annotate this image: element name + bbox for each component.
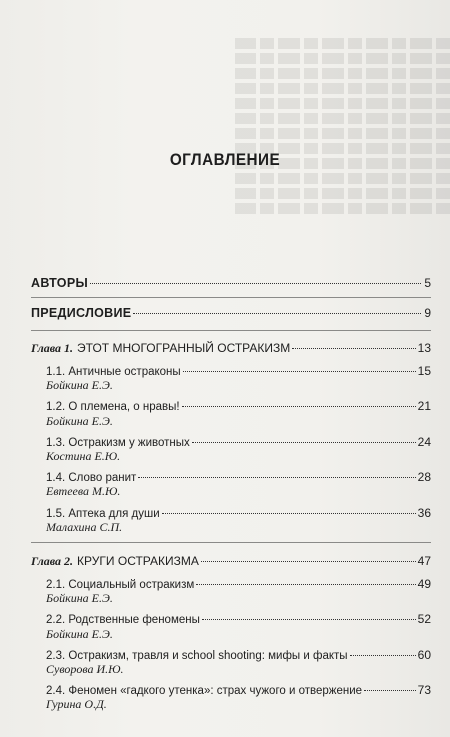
dot-leader: [196, 584, 415, 585]
dot-leader: [90, 283, 421, 284]
section-title: 1.1. Античные остраконы: [46, 366, 181, 378]
toc-section[interactable]: [46, 648, 431, 662]
dot-leader: [364, 690, 416, 691]
section-author: Суворова И.Ю.: [46, 662, 124, 676]
toc-page-number: 15: [417, 364, 431, 378]
section-title: 2.2. Родственные феномены: [46, 614, 200, 626]
chapter-title: ЭТОТ МНОГОГРАННЫЙ ОСТРАКИЗМ: [77, 341, 291, 355]
toc-page-number: 73: [417, 683, 431, 697]
chapter-prefix: Глава 2.: [31, 554, 74, 568]
section-title: 1.4. Слово ранит: [46, 472, 137, 484]
dot-leader: [350, 655, 416, 656]
section-author: Гурина О.Д.: [46, 697, 107, 711]
dot-leader: [202, 619, 416, 620]
section-author: Костина Е.Ю.: [46, 449, 121, 463]
toc-page-number: 13: [417, 341, 431, 355]
dot-leader: [182, 406, 416, 407]
toc-page-number: 5: [424, 276, 431, 290]
dot-leader: [192, 442, 416, 443]
toc-page-number: 52: [417, 612, 431, 626]
toc-chapter-1[interactable]: [31, 341, 431, 356]
toc-section[interactable]: [46, 435, 431, 449]
toc-page-number: 60: [417, 648, 431, 662]
toc-entry-authors[interactable]: [31, 276, 431, 290]
section-author: Малахина С.П.: [46, 520, 123, 534]
dot-leader: [162, 513, 416, 514]
toc-page-number: 28: [417, 470, 431, 484]
toc-section[interactable]: [46, 399, 431, 413]
section-title: 1.5. Аптека для души: [46, 508, 160, 520]
dot-leader: [183, 371, 416, 372]
toc-entry-label: АВТОРЫ: [31, 276, 89, 290]
toc-page-number: 36: [417, 506, 431, 520]
toc-page-number: 24: [417, 435, 431, 449]
section-author: Бойкина Е.Э.: [46, 627, 113, 641]
section-title: 2.3. Остракизм, травля и school shooting: мифы и факты: [46, 650, 348, 662]
section-title: 2.1. Социальный остракизм: [46, 579, 195, 591]
toc-entry-preface[interactable]: [31, 306, 431, 320]
section-author: Бойкина Е.Э.: [46, 414, 113, 428]
toc-page-number: 49: [417, 577, 431, 591]
section-title: 1.3. Остракизм у животных: [46, 437, 190, 449]
divider: [31, 542, 431, 543]
dot-leader: [133, 313, 421, 314]
toc-section[interactable]: [46, 364, 431, 378]
divider: [31, 330, 431, 331]
chapter-prefix: Глава 1.: [31, 341, 74, 355]
toc-page-number: 47: [417, 554, 431, 568]
toc-section[interactable]: [46, 470, 431, 484]
section-author: Евтеева М.Ю.: [46, 484, 121, 498]
toc-page-number: 21: [417, 399, 431, 413]
chapter-title: КРУГИ ОСТРАКИЗМА: [77, 554, 199, 568]
page-title: ОГЛАВЛЕНИЕ: [169, 150, 281, 169]
toc-section[interactable]: [46, 506, 431, 520]
dot-leader: [138, 477, 415, 478]
section-title: 1.2. О племена, о нравы!: [46, 401, 180, 413]
toc-section[interactable]: [46, 612, 431, 626]
divider: [31, 297, 431, 298]
dot-leader: [292, 348, 415, 349]
bleed-through-decoration: [235, 38, 450, 228]
dot-leader: [201, 561, 416, 562]
toc-page-number: 9: [424, 306, 431, 320]
toc-section[interactable]: [46, 683, 431, 697]
section-title: 2.4. Феномен «гадкого утенка»: страх чужого и отвержение: [46, 685, 363, 697]
section-author: Бойкина Е.Э.: [46, 591, 113, 605]
toc-entry-label: ПРЕДИСЛОВИЕ: [31, 306, 132, 320]
toc-chapter-2[interactable]: [31, 554, 431, 569]
toc-section[interactable]: [46, 577, 431, 591]
section-author: Бойкина Е.Э.: [46, 378, 113, 392]
